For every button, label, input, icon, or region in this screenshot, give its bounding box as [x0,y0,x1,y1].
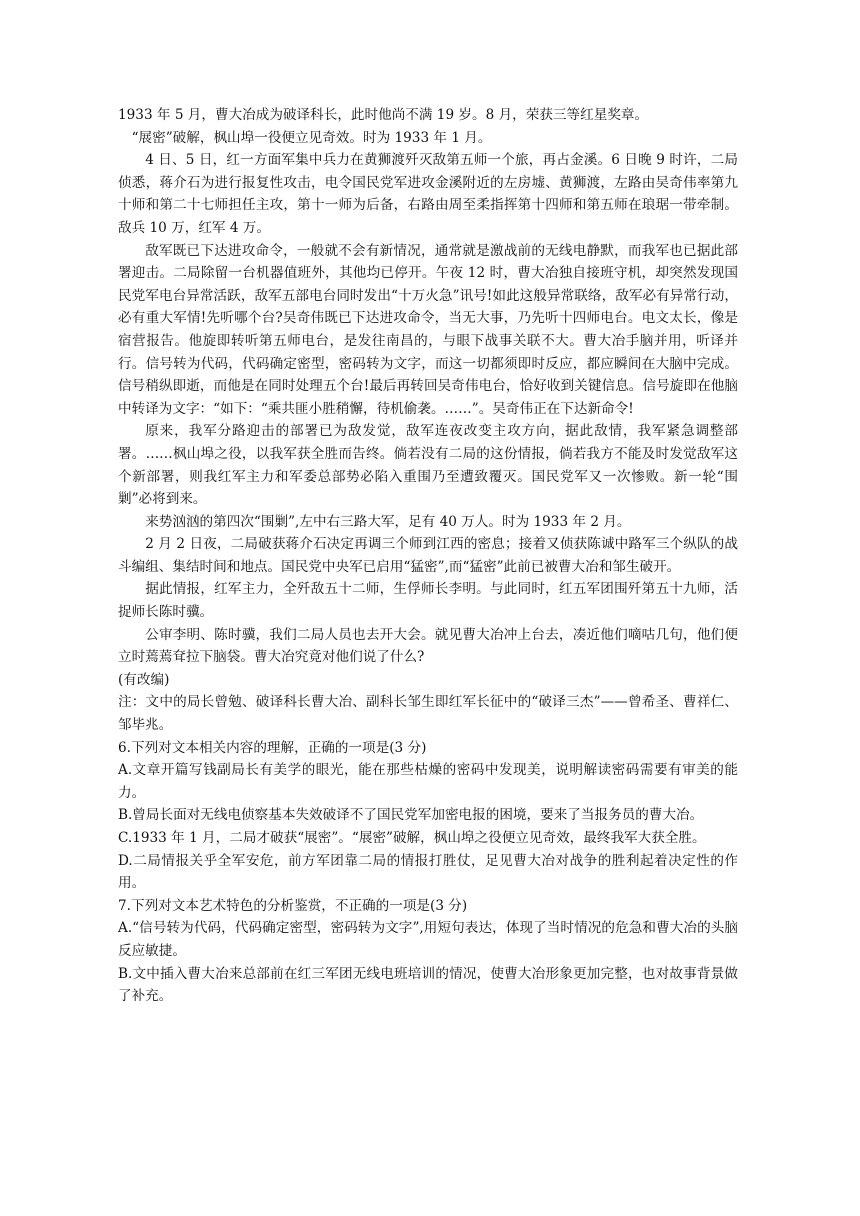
question-6-stem: 6.下列对文本相关内容的理解，正确的一项是(3 分) [118,739,427,756]
question-7-option-a: A.“信号转为代码，代码确定密型，密码转为文字”,用短句表达，体现了当时情况的危急和曹大冶的头脑反应敏捷。 [118,920,738,959]
article-body [118,104,738,1008]
paragraph-7: 2 月 2 日夜，二局破获蒋介石决定再调三个师到江西的密息；接着又侦获陈诚中路军三个纵队的战斗编组、集结时间和地点。国民党中央军已启用“猛密”,而“猛密”此前已被曹大冶和邹生破开。 [118,536,738,575]
footnote: 注：文中的局长曾勉、破译科长曹大冶、副科长邹生即红军长征中的“破译三杰”——曾希圣、曹祥仁、邹毕兆。 [118,694,738,734]
question-7-stem: 7.下列对文本艺术特色的分析鉴赏，不正确的一项是(3 分) [118,897,468,914]
question-7-option-b: B.文中插入曹大冶来总部前在红三军团无线电班培训的情况，使曹大冶形象更加完整，也对故事背景做了补充。 [118,965,738,1005]
question-6-option-b: B.曾局长面对无线电侦察基本失效破译不了国民党军加密电报的困境，要来了当报务员的曹大冶。 [118,807,704,824]
source-note: (有改编) [118,671,170,688]
question-6-option-d: D.二局情报关乎全军安危，前方军团靠二局的情报打胜仗，足见曹大冶对战争的胜利起着决定性的作用。 [118,852,738,892]
paragraph-9: 公审李明、陈时骥，我们二局人员也去开大会。就见曹大冶冲上台去，凑近他们嘀咕几句，他们便立时蔫蔫耷拉下脑袋。曹大冶究竟对他们说了什么? [118,626,738,666]
paragraph-5: 原来，我军分路迎击的部署已为敌发觉，敌军连夜改变主攻方向，据此敌情，我军紧急调整部署。……枫山埠之役，以我军获全胜而告终。倘若没有二局的这份情报，倘若我方不能及时发觉敌军这个新部署，则我红军主力和军委总部势必陷入重围乃至遭致覆灭。国民党军又一次惨败。新一轮“围剿”必将到来。 [118,423,738,508]
paragraph-3: 4 日、5 日，红一方面军集中兵力在黄狮渡歼灭敌第五师一个旅，再占金溪。6 日晚 9 时许，二局侦悉，蒋介石为进行报复性攻击，电令国民党军进攻金溪附近的左房墟、黄狮渡，左路由吴奇伟率第九十师和第二十七师担任主攻，第十一师为后备，右路由周至柔指挥第十四师和第五师在琅琚一带牵制。敌兵 10 万，红军 4 万。 [118,152,738,236]
paragraph-6: 来势汹汹的第四次“围剿”,左中右三路大军，足有 40 万人。时为 1933 年 2 月。 [145,513,631,530]
paragraph-1: 1933 年 5 月，曹大冶成为破译科长，此时他尚不满 19 岁。8 月，荣获三等红星奖章。 [118,107,649,123]
question-6-option-a: A.文章开篇写钱副局长有美学的眼光，能在那些枯燥的密码中发现美，说明解读密码需要有审美的能力。 [118,762,738,801]
paragraph-4: 敌军既已下达进攻命令，一般就不会有新情况，通常就是激战前的无线电静默，而我军也已据此部署迎击。二局除留一台机器值班外，其他均已停开。午夜 12 时，曹大冶独自接班守机，却突然发现国民党军电台异常活跃，敌军五部电台同时发出“十万火急”讯号!如此这般异常联络，敌军必有异常行动，必有重大军情!先听哪个台?吴奇伟既已下达进攻命令，当无大事，乃先听十四师电台。电文太长，像是宿营报告。他旋即转听第五师电台，是发往南昌的，与眼下战事关联不大。曹大冶手脑并用，听译并行。信号转为代码，代码确定密型，密码转为文字，而这一切都须即时反应，都应瞬间在大脑中完成。信号稍纵即逝，而他是在同时处理五个台!最后再转回吴奇伟电台，恰好收到关键信息。信号旋即在他脑中转译为文字：“如下：“乘共匪小胜稍懈，待机偷袭。……”。吴奇伟正在下达新命令! [118,242,738,417]
paragraph-2: “展密”破解，枫山埠一役便立见奇效。时为 1933 年 1 月。 [131,129,492,146]
paragraph-8: 据此情报，红军主力，全歼敌五十二师，生俘师长李明。与此同时，红五军团围歼第五十九师，活捉师长陈时骥。 [118,581,738,621]
question-6-option-c: C.1933 年 1 月，二局才破获“展密”。“展密”破解，枫山埠之役便立见奇效，最终我军大获全胜。 [118,830,706,846]
